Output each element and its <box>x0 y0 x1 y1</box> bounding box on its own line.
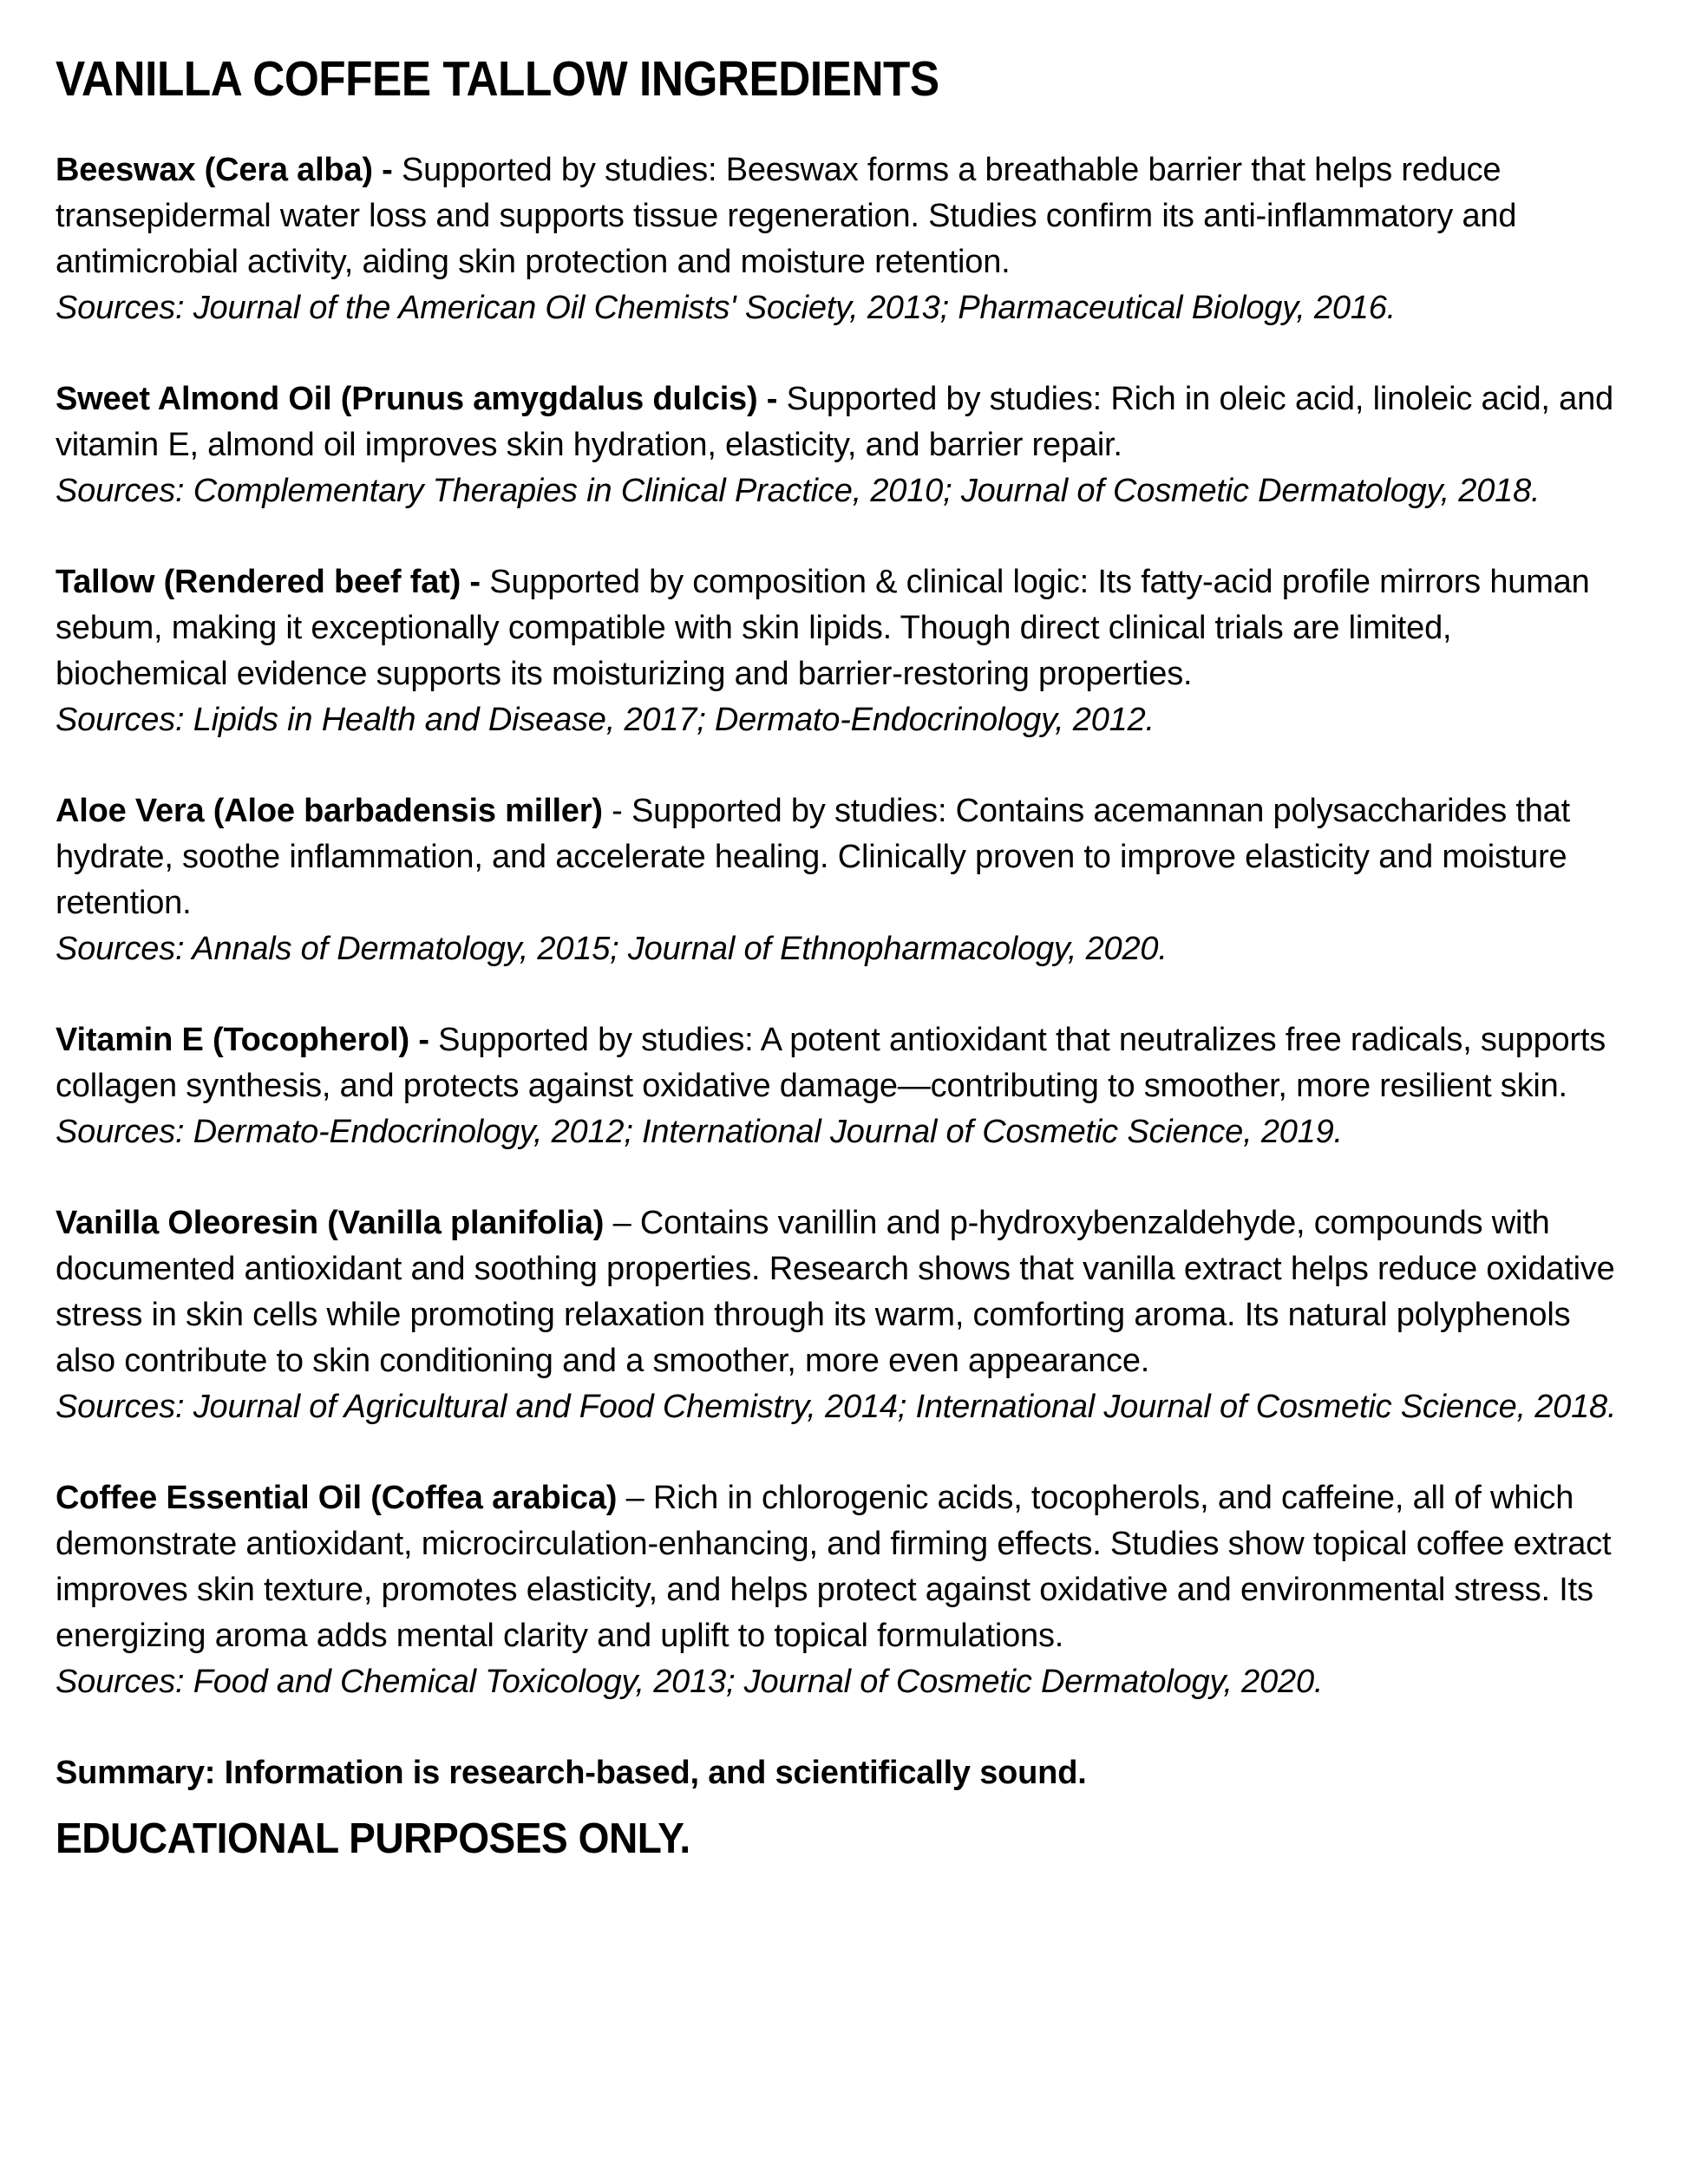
ingredient-sources: Sources: Complementary Therapies in Clinical Practice, 2010; Journal of Cosmetic Dermatology, 2018. <box>56 473 1541 509</box>
ingredient-description: Supported by studies: A potent antioxidant that neutralizes free radicals, supports collagen synthesis, and protects against oxidative damage—contributing to smoother, more resilient skin. <box>56 1022 1606 1104</box>
ingredient-description: – Rich in chlorogenic acids, tocopherols, and caffeine, all of which demonstrate antioxidant, microcirculation-enhancing, and firming effects. Studies show topical coffee extract improves skin texture, promotes elasticity, and helps protect against oxidative and environmental stress. Its energizing aroma adds mental clarity and uplift to topical formulations. <box>56 1480 1612 1654</box>
ingredient-name: Vanilla Oleoresin (Vanilla planifolia) <box>56 1205 605 1241</box>
ingredient-name: Tallow (Rendered beef fat) - <box>56 564 490 600</box>
ingredient-sources: Sources: Lipids in Health and Disease, 2017; Dermato-Endocrinology, 2012. <box>56 702 1155 738</box>
ingredient-aloe-vera <box>56 788 1617 972</box>
ingredient-vitamin-e <box>56 1017 1617 1155</box>
ingredient-description: Supported by studies: Beeswax forms a breathable barrier that helps reduce transepidermal water loss and supports tissue regeneration. Studies confirm its anti-inflammatory and antimicrobial activity, aiding skin protection and moisture retention. <box>56 152 1517 280</box>
ingredient-description: Supported by composition & clinical logic: Its fatty-acid profile mirrors human sebum, making it exceptionally compatible with skin lipids. Though direct clinical trials are limited, biochemical evidence supports its moisturizing and barrier-restoring properties. <box>56 564 1590 692</box>
ingredient-name: Coffee Essential Oil (Coffea arabica) <box>56 1480 618 1516</box>
ingredient-description: - Supported by studies: Contains acemannan polysaccharides that hydrate, soothe inflammation, and accelerate healing. Clinically proven to improve elasticity and moisture retention. <box>56 793 1570 921</box>
ingredient-sources: Sources: Food and Chemical Toxicology, 2013; Journal of Cosmetic Dermatology, 2020. <box>56 1664 1324 1700</box>
ingredient-vanilla-oleoresin <box>56 1200 1617 1430</box>
ingredient-name: Aloe Vera (Aloe barbadensis miller) <box>56 793 603 829</box>
ingredient-sources: Sources: Journal of the American Oil Chemists' Society, 2013; Pharmaceutical Biology, 2016. <box>56 290 1396 326</box>
document-content <box>56 50 1617 1864</box>
ingredient-sources: Sources: Dermato-Endocrinology, 2012; International Journal of Cosmetic Science, 2019. <box>56 1114 1343 1150</box>
ingredient-name: Vitamin E (Tocopherol) - <box>56 1022 439 1058</box>
ingredient-name: Sweet Almond Oil (Prunus amygdalus dulcis) - <box>56 381 787 417</box>
page-title: VANILLA COFFEE TALLOW INGREDIENTS <box>56 51 939 107</box>
ingredient-beeswax <box>56 147 1617 331</box>
ingredient-description: Supported by studies: Rich in oleic acid, linoleic acid, and vitamin E, almond oil improves skin hydration, elasticity, and barrier repair. <box>56 381 1613 463</box>
summary-text: Summary: Information is research-based, and scientifically sound. <box>56 1755 1087 1791</box>
ingredient-tallow <box>56 559 1617 743</box>
ingredient-description: – Contains vanillin and p-hydroxybenzaldehyde, compounds with documented antioxidant and soothing properties. Research shows that vanilla extract helps reduce oxidative stress in skin cells while promoting relaxation through its warm, comforting aroma. Its natural polyphenols also contribute to skin conditioning and a smoother, more even appearance. <box>56 1205 1615 1379</box>
disclaimer-text: EDUCATIONAL PURPOSES ONLY. <box>56 1815 690 1862</box>
ingredient-sweet-almond-oil <box>56 376 1617 514</box>
ingredient-name: Beeswax (Cera alba) - <box>56 152 402 188</box>
ingredient-coffee-essential-oil <box>56 1475 1617 1705</box>
ingredient-sources: Sources: Journal of Agricultural and Food Chemistry, 2014; International Journal of Cosmetic Science, 2018. <box>56 1389 1617 1425</box>
ingredient-sources: Sources: Annals of Dermatology, 2015; Journal of Ethnopharmacology, 2020. <box>56 931 1168 967</box>
